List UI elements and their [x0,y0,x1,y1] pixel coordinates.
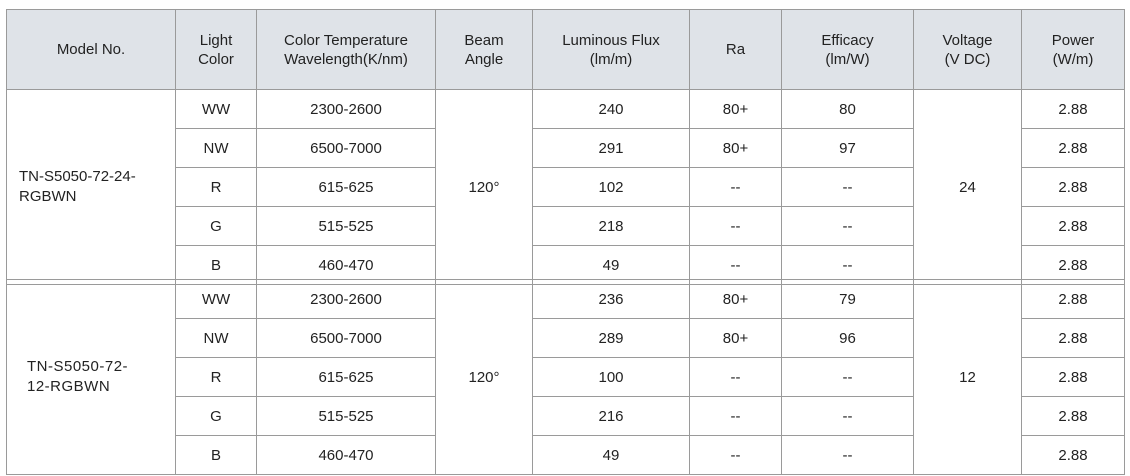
header-voltage: Voltage (V DC) [914,10,1022,90]
power-cell: 2.88 [1022,246,1125,285]
voltage-cell: 24 [914,90,1022,285]
color-temp-cell: 6500-7000 [257,319,436,358]
light-color-cell: R [176,358,257,397]
color-temp-cell: 2300-2600 [257,280,436,319]
color-temp-cell: 515-525 [257,207,436,246]
light-color-cell: WW [176,280,257,319]
model-number-cell: TN-S5050-72-24- RGBWN [7,90,176,285]
ra-cell: -- [690,358,782,397]
light-color-cell: B [176,246,257,285]
efficacy-cell: 96 [782,319,914,358]
table-row [7,90,1125,129]
color-temp-cell: 615-625 [257,168,436,207]
header-row [7,10,1125,90]
header-efficacy: Efficacy (lm/W) [782,10,914,90]
power-cell: 2.88 [1022,358,1125,397]
efficacy-cell: 80 [782,90,914,129]
ra-cell: -- [690,168,782,207]
flux-cell: 291 [533,129,690,168]
light-color-cell: R [176,168,257,207]
light-color-cell: G [176,397,257,436]
power-cell: 2.88 [1022,397,1125,436]
light-color-cell: NW [176,319,257,358]
header-luminous-flux: Luminous Flux (lm/m) [533,10,690,90]
flux-cell: 102 [533,168,690,207]
flux-cell: 218 [533,207,690,246]
power-cell: 2.88 [1022,436,1125,475]
header-beam-angle: Beam Angle [436,10,533,90]
power-cell: 2.88 [1022,207,1125,246]
ra-cell: 80+ [690,319,782,358]
power-cell: 2.88 [1022,129,1125,168]
power-cell: 2.88 [1022,280,1125,319]
flux-cell: 216 [533,397,690,436]
model-number-cell: TN-S5050-72- 12-RGBWN [7,280,176,475]
light-color-cell: G [176,207,257,246]
ra-cell: -- [690,436,782,475]
header-model: Model No. [7,10,176,90]
efficacy-cell: -- [782,207,914,246]
power-cell: 2.88 [1022,319,1125,358]
efficacy-cell: 97 [782,129,914,168]
color-temp-cell: 460-470 [257,436,436,475]
spec-table-24v [6,9,1125,285]
light-color-cell: B [176,436,257,475]
color-temp-cell: 615-625 [257,358,436,397]
ra-cell: 80+ [690,129,782,168]
color-temp-cell: 6500-7000 [257,129,436,168]
flux-cell: 289 [533,319,690,358]
ra-cell: 80+ [690,90,782,129]
flux-cell: 49 [533,436,690,475]
efficacy-cell: -- [782,168,914,207]
beam-angle-cell: 120° [436,280,533,475]
efficacy-cell: -- [782,358,914,397]
header-power: Power (W/m) [1022,10,1125,90]
flux-cell: 240 [533,90,690,129]
flux-cell: 100 [533,358,690,397]
power-cell: 2.88 [1022,90,1125,129]
beam-angle-cell: 120° [436,90,533,285]
flux-cell: 236 [533,280,690,319]
voltage-cell: 12 [914,280,1022,475]
header-light-color: Light Color [176,10,257,90]
efficacy-cell: 79 [782,280,914,319]
ra-cell: -- [690,397,782,436]
flux-cell: 49 [533,246,690,285]
efficacy-cell: -- [782,246,914,285]
color-temp-cell: 460-470 [257,246,436,285]
color-temp-cell: 515-525 [257,397,436,436]
header-color-temp: Color Temperature Wavelength(K/nm) [257,10,436,90]
efficacy-cell: -- [782,436,914,475]
spec-table-12v [6,279,1125,475]
ra-cell: -- [690,246,782,285]
color-temp-cell: 2300-2600 [257,90,436,129]
efficacy-cell: -- [782,397,914,436]
ra-cell: -- [690,207,782,246]
table-row [7,280,1125,319]
light-color-cell: WW [176,90,257,129]
ra-cell: 80+ [690,280,782,319]
header-ra: Ra [690,10,782,90]
power-cell: 2.88 [1022,168,1125,207]
light-color-cell: NW [176,129,257,168]
